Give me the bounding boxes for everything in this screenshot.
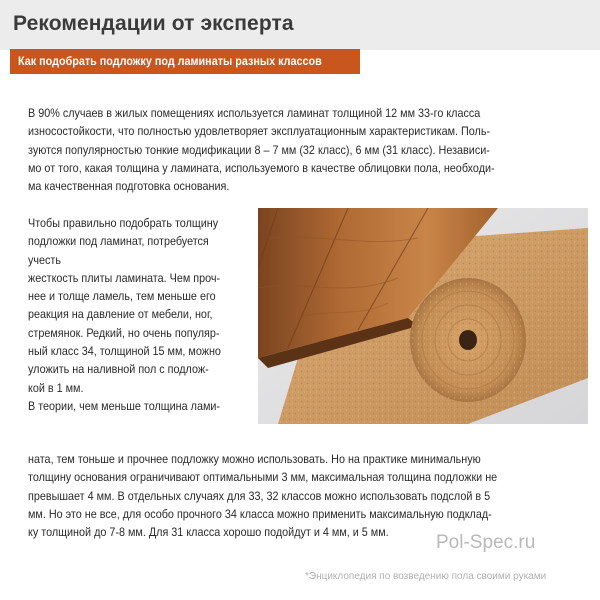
text-line: стремянок. Редкий, но очень популяр- (28, 325, 220, 340)
text-line: подложки под ламинат, потребуется (28, 234, 209, 249)
text-line: износостойкости, что полностью удовлетворяет эксплуатационным характеристикам. Поль- (28, 124, 491, 139)
text-line: реакция на давление от мебели, ног, (28, 307, 213, 322)
subtitle-banner (10, 49, 360, 74)
text-line: учесть (28, 252, 62, 267)
text-line: В теории, чем меньше толщина лами- (28, 398, 221, 413)
text-line: ку толщиной до 7-8 мм. Для 31 класса хорошо подойдут и 4 мм, и 5 мм. (28, 525, 389, 540)
text-line: толщину основания ограничивают оптимальными 3 мм, максимальная толщина подложки не (28, 470, 498, 485)
text-line: превышает 4 мм. В отдельных случаях для 33, 32 классов можно использовать подслой в 5 (28, 488, 491, 503)
laminate-cork-illustration (258, 208, 588, 424)
text-line: нее и толще ламель, тем меньше его (28, 289, 216, 304)
text-line: Чтобы правильно подобрать толщину (28, 216, 219, 230)
text-line: уложить на наливной пол с подлож- (28, 362, 209, 377)
text-line: ма качественная подготовка основания. (28, 179, 230, 194)
paragraph-conclusion (28, 450, 549, 541)
laminate-cork-photo (258, 208, 588, 424)
site-watermark: Pol-Spec.ru (436, 532, 536, 553)
subtitle-text: Как подобрать подложку под ламинаты разных классов (18, 54, 322, 68)
text-line: ный класс 34, толщиной 15 мм, можно (28, 344, 221, 359)
text-line: мм. Но это не все, для особо прочного 34 класса можно применить максимальную подклад- (28, 506, 492, 521)
paragraph-thickness (28, 214, 242, 415)
page-title: Рекомендации от эксперта (13, 12, 294, 35)
text-line: кой в 1 мм. (28, 380, 84, 395)
footnote: *Энциклопедия по возведению пола своими руками (305, 571, 547, 582)
text-line: ната, тем тоньше и прочнее подложку можно использовать. Но на практике минимальную (28, 452, 481, 466)
text-line: В 90% случаев в жилых помещениях используется ламинат толщиной 12 мм 33-го класса (28, 106, 481, 120)
text-line: жесткость плиты ламината. Чем проч- (28, 270, 221, 285)
paragraph-intro (28, 104, 546, 195)
header-bar (0, 0, 600, 50)
text-line: зуются популярностью тонкие модификации 8 – 7 мм (32 класс), 6 мм (31 класс). Независи- (28, 142, 490, 157)
text-line: мо от того, какая толщина у ламината, используемого в качестве облицовки пола, необходи- (28, 160, 495, 175)
